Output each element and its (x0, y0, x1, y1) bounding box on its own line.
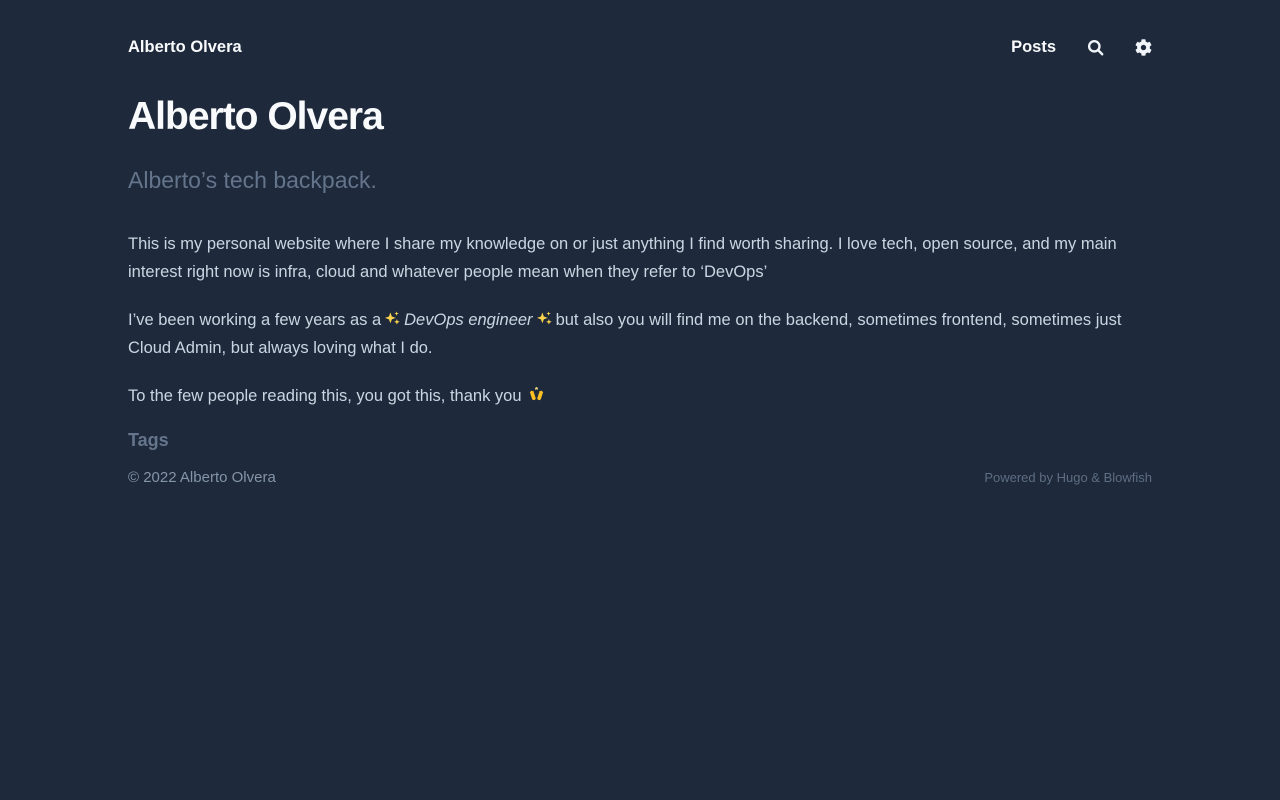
site-footer (128, 430, 1152, 522)
page-subtitle: Alberto’s tech backpack. (128, 167, 377, 193)
about-paragraph-1: This is my personal website where I share my knowledge on or just anything I find worth sharing. I love tech, open source, and my main interest right now is infra, cloud and whatever people mean when they refer to ‘DevOps’ (128, 235, 1117, 281)
main-nav (1011, 38, 1152, 57)
paragraph-text: I’ve been working a few years as a (128, 311, 382, 329)
nav-link-posts[interactable]: Posts (1011, 38, 1056, 56)
raised-hands-icon (528, 384, 545, 401)
page-title: Alberto Olvera (128, 95, 383, 138)
sparkles-icon (536, 308, 553, 325)
hugo-link[interactable]: Hugo (1056, 470, 1088, 485)
copyright-text: © 2022 Alberto Olvera (128, 469, 276, 486)
appearance-button[interactable] (1135, 39, 1152, 56)
powered-by-separator: & (1087, 470, 1104, 485)
powered-by-prefix: Powered by (984, 470, 1057, 485)
footer-row (128, 469, 1152, 486)
gear-icon (1135, 39, 1152, 56)
sparkles-icon (384, 308, 401, 325)
paragraph-text: but also you will find me on the backend, sometimes frontend, sometimes just Cloud Admin, but always loving what I do. (128, 311, 1122, 357)
page-container (128, 0, 1152, 800)
footer-tags-link[interactable]: Tags (128, 430, 169, 450)
site-header (128, 38, 1152, 57)
site-logo-link[interactable]: Alberto Olvera (128, 38, 242, 56)
paragraph-text: To the few people reading this, you got this, thank you (128, 387, 522, 405)
search-button[interactable] (1086, 38, 1105, 57)
about-paragraph-2 (128, 306, 1138, 362)
emphasized-text: DevOps engineer (404, 311, 533, 329)
blowfish-link[interactable]: Blowfish (1103, 470, 1152, 485)
about-article (128, 230, 1152, 410)
about-paragraph-3 (128, 382, 1138, 410)
powered-by-text (984, 470, 1152, 485)
search-icon (1086, 38, 1105, 57)
main-content (128, 57, 1152, 430)
